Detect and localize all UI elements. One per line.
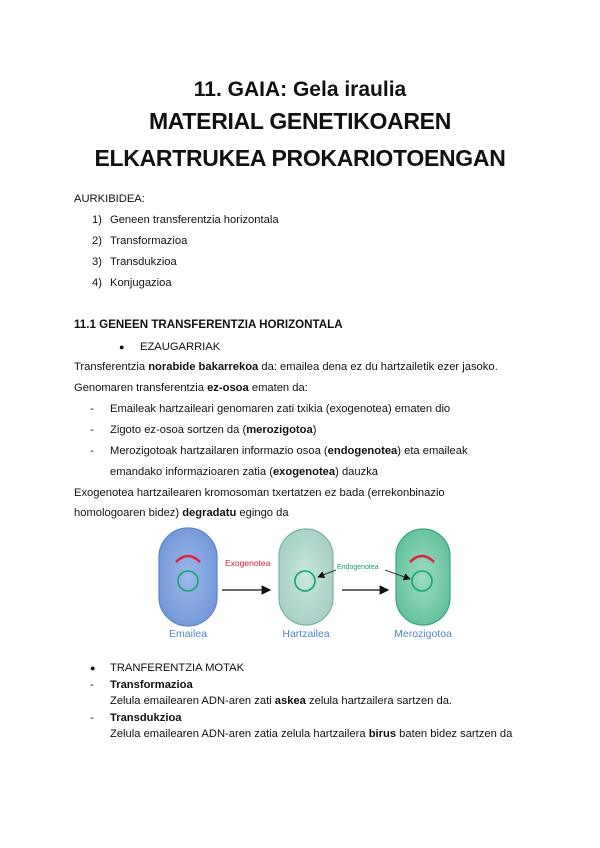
index-num: 2) xyxy=(92,235,102,247)
dash-marker: - xyxy=(90,712,94,724)
exogenote-arc-icon xyxy=(410,556,434,562)
exogenote-label: Exogenotea xyxy=(225,558,271,568)
merozygote-label: Merozigotoa xyxy=(394,628,452,640)
index-item: Transdukzioa xyxy=(110,256,177,268)
type-title: Transformazioa xyxy=(110,679,193,691)
index-item: Konjugazioa xyxy=(110,277,172,289)
type-description: Zelula emailearen ADN-aren zatia zelula hartzailera birus baten bidez sartzen da xyxy=(110,728,513,740)
merozygote-cell xyxy=(396,529,450,625)
endogenote-label: Endogenotea xyxy=(337,564,379,571)
paragraph: Exogenotea hartzailearen kromosoman txertatzen ez bada (errekonbinazio xyxy=(74,487,445,499)
index-num: 3) xyxy=(92,256,102,268)
index-item: Geneen transferentzia horizontala xyxy=(110,214,279,226)
list-item: Emaileak hartzaileari genomaren zati txikia (exogenotea) ematen dio xyxy=(110,403,451,415)
donor-chromosome-icon xyxy=(178,571,198,591)
main-title-line1: MATERIAL GENETIKOAREN xyxy=(148,108,452,134)
index-num: 4) xyxy=(92,277,102,289)
paragraph: Transferentzia norabide bakarrekoa da: emailea dena ez du hartzailetik ezer jasoko. xyxy=(74,361,498,373)
recipient-chromosome-icon xyxy=(295,571,315,591)
exogenote-arc-icon xyxy=(176,556,200,562)
index-item: Transformazioa xyxy=(110,235,188,247)
bullet-label: TRANFERENTZIA MOTAK xyxy=(110,662,245,674)
dash-marker: - xyxy=(90,445,94,457)
recipient-label: Hartzailea xyxy=(282,628,330,640)
index-num: 1) xyxy=(92,214,102,226)
pointer-arrow-icon xyxy=(318,570,336,577)
bullet-icon: ● xyxy=(90,663,96,673)
type-description: Zelula emailearen ADN-aren zati askea zelula hartzailera sartzen da. xyxy=(110,695,453,707)
list-item: Zigoto ez-osoa sortzen da (merozigotoa) xyxy=(110,424,317,436)
index-heading: AURKIBIDEA: xyxy=(74,193,145,205)
dash-marker: - xyxy=(90,679,94,691)
dash-marker: - xyxy=(90,424,94,436)
donor-cell xyxy=(159,528,217,626)
section-heading: 11.1 GENEEN TRANSFERENTZIA HORIZONTALA xyxy=(74,318,343,331)
bullet-label: EZAUGARRIAK xyxy=(140,341,221,353)
paragraph: Genomaren transferentzia ez-osoa ematen da: xyxy=(74,382,308,394)
paragraph: homologoaren bidez) degradatu egingo da xyxy=(74,507,289,519)
list-item: Merozigotoak hartzailaren informazio osoa (endogenotea) eta emaileak xyxy=(110,445,468,457)
pointer-arrow-icon xyxy=(385,570,410,579)
recipient-cell xyxy=(279,529,333,625)
chapter-title: 11. GAIA: Gela iraulia xyxy=(193,78,407,101)
merozygote-chromosome-icon xyxy=(412,571,432,591)
type-title: Transdukzioa xyxy=(110,712,182,724)
bullet-icon: ● xyxy=(119,342,125,352)
main-title-line2: ELKARTRUKEA PROKARIOTOENGAN xyxy=(94,145,506,171)
dash-marker: - xyxy=(90,403,94,415)
list-item-continuation: emandako informazioaren zatia (exogenotea) dauzka xyxy=(110,466,379,478)
donor-label: Emailea xyxy=(169,628,207,640)
